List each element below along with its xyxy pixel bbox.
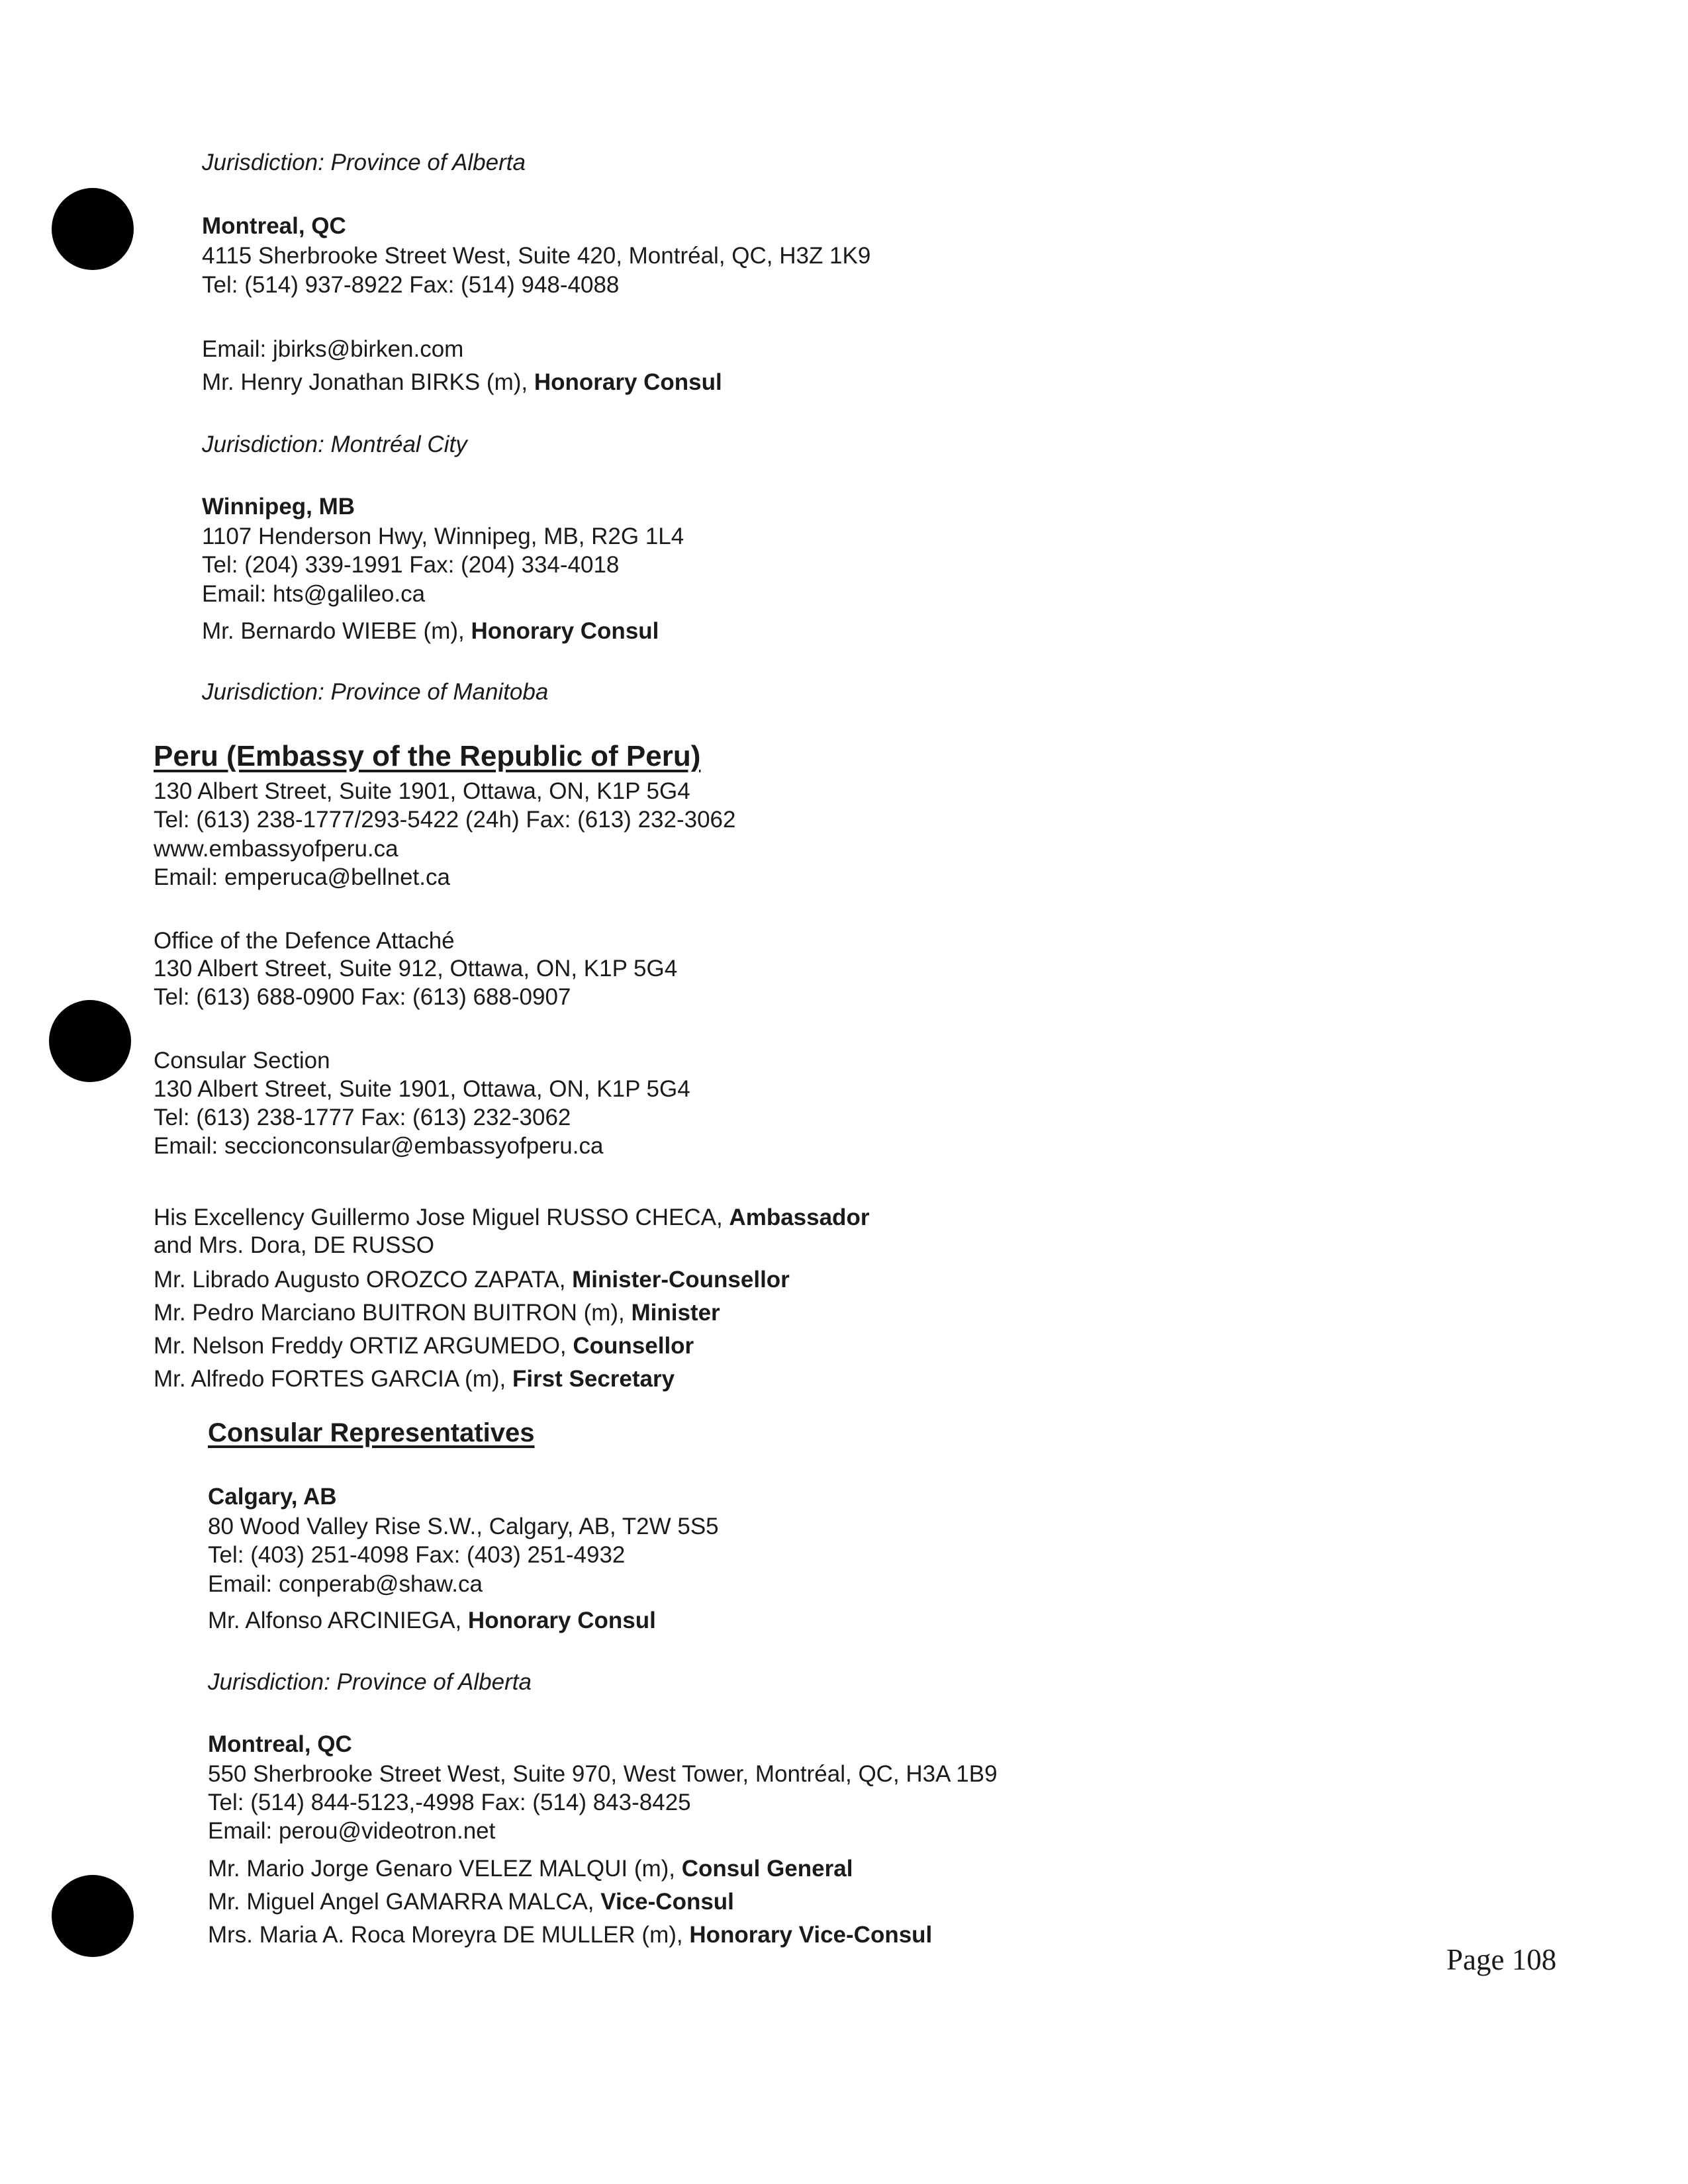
staff-name: and Mrs. Dora, DE RUSSO bbox=[154, 1232, 434, 1258]
person-title: Honorary Consul bbox=[467, 1608, 656, 1633]
staff-row bbox=[154, 1231, 434, 1260]
tel-fax: Tel: (514) 844-5123,-4998 Fax: (514) 843-8425 bbox=[208, 1790, 691, 1815]
email: Email: emperuca@bellnet.ca bbox=[154, 864, 450, 890]
tel-fax: Tel: (613) 238-1777 Fax: (613) 232-3062 bbox=[154, 1105, 571, 1130]
staff-row bbox=[208, 1854, 853, 1884]
contact-person bbox=[202, 368, 722, 397]
staff-name: Mr. Nelson Freddy ORTIZ ARGUMEDO, bbox=[154, 1333, 573, 1359]
staff-name: Mr. Miguel Angel GAMARRA MALCA, bbox=[208, 1889, 601, 1915]
staff-name: His Excellency Guillermo Jose Miguel RUSSO CHECA, bbox=[154, 1205, 729, 1230]
address: 130 Albert Street, Suite 1901, Ottawa, ON, K1P 5G4 bbox=[154, 1076, 690, 1102]
city-montreal: Montreal, QC bbox=[202, 213, 346, 239]
email: Email: seccionconsular@embassyofperu.ca bbox=[154, 1133, 604, 1159]
staff-title: Minister-Counsellor bbox=[572, 1267, 790, 1293]
staff-name: Mr. Alfredo FORTES GARCIA (m), bbox=[154, 1366, 512, 1392]
address: 550 Sherbrooke Street West, Suite 970, West Tower, Montréal, QC, H3A 1B9 bbox=[208, 1761, 998, 1787]
jurisdiction: Jurisdiction: Province of Alberta bbox=[208, 1669, 532, 1695]
email: Email: jbirks@birken.com bbox=[202, 336, 464, 362]
tel-fax: Tel: (613) 238-1777/293-5422 (24h) Fax: (613) 232-3062 bbox=[154, 807, 736, 833]
staff-row bbox=[208, 1921, 932, 1950]
staff-row bbox=[154, 1265, 790, 1295]
staff-row bbox=[208, 1888, 734, 1917]
person-name: Mr. Henry Jonathan BIRKS (m), bbox=[202, 369, 534, 395]
person-title: Honorary Consul bbox=[471, 618, 659, 644]
section-heading-peru: Peru (Embassy of the Republic of Peru) bbox=[154, 740, 701, 772]
address: 130 Albert Street, Suite 912, Ottawa, ON, K1P 5G4 bbox=[154, 956, 678, 981]
office-title: Consular Section bbox=[154, 1048, 330, 1073]
tel-fax: Tel: (204) 339-1991 Fax: (204) 334-4018 bbox=[202, 552, 620, 578]
address: 1107 Henderson Hwy, Winnipeg, MB, R2G 1L4 bbox=[202, 523, 684, 549]
tel-fax: Tel: (514) 937-8922 Fax: (514) 948-4088 bbox=[202, 272, 620, 298]
person-name: Mr. Alfonso ARCINIEGA, bbox=[208, 1608, 468, 1633]
email: Email: perou@videotron.net bbox=[208, 1818, 496, 1844]
staff-row bbox=[154, 1203, 869, 1232]
punch-hole-top bbox=[52, 188, 134, 270]
staff-row bbox=[154, 1365, 675, 1394]
jurisdiction: Jurisdiction: Montréal City bbox=[202, 432, 467, 457]
website-link[interactable]: www.embassyofperu.ca bbox=[154, 836, 399, 862]
address: 4115 Sherbrooke Street West, Suite 420, Montréal, QC, H3Z 1K9 bbox=[202, 243, 871, 269]
staff-title: Minister bbox=[631, 1300, 720, 1326]
staff-name: Mr. Librado Augusto OROZCO ZAPATA, bbox=[154, 1267, 573, 1293]
staff-name: Mr. Pedro Marciano BUITRON BUITRON (m), bbox=[154, 1300, 632, 1326]
person-title: Honorary Consul bbox=[534, 369, 722, 395]
staff-title: Counsellor bbox=[573, 1333, 694, 1359]
jurisdiction-alberta: Jurisdiction: Province of Alberta bbox=[202, 150, 526, 175]
staff-title: Consul General bbox=[681, 1856, 853, 1882]
punch-hole-middle bbox=[49, 1000, 131, 1082]
staff-row bbox=[154, 1298, 720, 1328]
staff-title: Honorary Vice-Consul bbox=[689, 1922, 933, 1948]
city-montreal: Montreal, QC bbox=[208, 1731, 352, 1757]
contact-person bbox=[208, 1606, 656, 1635]
staff-name: Mr. Mario Jorge Genaro VELEZ MALQUI (m), bbox=[208, 1856, 682, 1882]
page-number: Page 108 bbox=[1446, 1943, 1557, 1976]
office-title: Office of the Defence Attaché bbox=[154, 928, 455, 954]
contact-person bbox=[202, 617, 659, 646]
jurisdiction: Jurisdiction: Province of Manitoba bbox=[202, 679, 549, 705]
person-name: Mr. Bernardo WIEBE (m), bbox=[202, 618, 471, 644]
tel-fax: Tel: (403) 251-4098 Fax: (403) 251-4932 bbox=[208, 1542, 626, 1568]
staff-title: First Secretary bbox=[512, 1366, 675, 1392]
city-calgary: Calgary, AB bbox=[208, 1484, 337, 1510]
subsection-heading-consular-representatives: Consular Representatives bbox=[208, 1418, 535, 1447]
tel-fax: Tel: (613) 688-0900 Fax: (613) 688-0907 bbox=[154, 984, 571, 1010]
staff-title: Vice-Consul bbox=[600, 1889, 734, 1915]
email: Email: hts@galileo.ca bbox=[202, 581, 426, 607]
staff-title: Ambassador bbox=[729, 1205, 870, 1230]
address: 130 Albert Street, Suite 1901, Ottawa, ON, K1P 5G4 bbox=[154, 778, 690, 804]
staff-row bbox=[154, 1332, 694, 1361]
address: 80 Wood Valley Rise S.W., Calgary, AB, T2W 5S5 bbox=[208, 1514, 719, 1539]
staff-name: Mrs. Maria A. Roca Moreyra DE MULLER (m), bbox=[208, 1922, 690, 1948]
punch-hole-bottom bbox=[52, 1875, 134, 1957]
city-winnipeg: Winnipeg, MB bbox=[202, 494, 355, 520]
email: Email: conperab@shaw.ca bbox=[208, 1571, 483, 1597]
